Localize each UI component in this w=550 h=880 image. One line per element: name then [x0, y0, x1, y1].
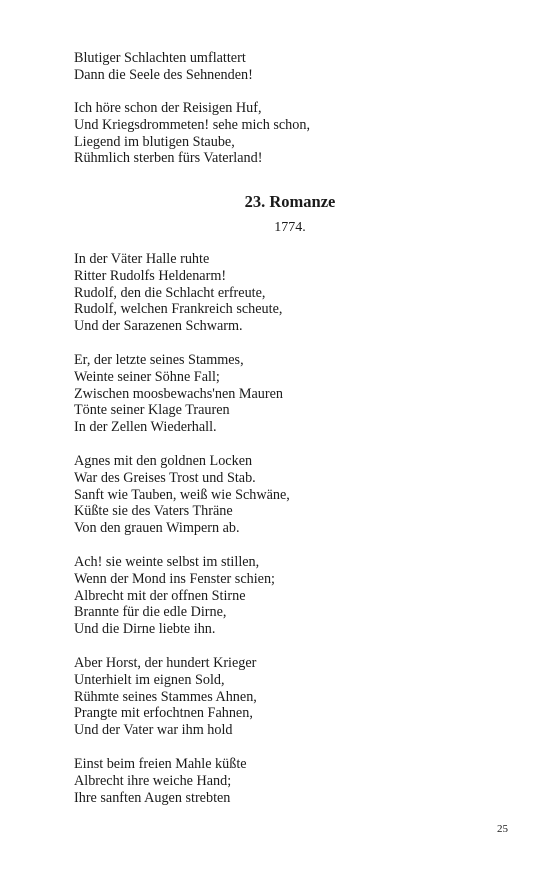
verse-line: Und Kriegsdrommeten! sehe mich schon, — [74, 116, 311, 133]
verse-line: War des Greises Trost und Stab. — [74, 469, 256, 486]
verse-line: Aber Horst, der hundert Krieger — [74, 655, 257, 671]
verse-line: Ich höre schon der Reisigen Huf, — [74, 100, 262, 116]
verse-line: Rühmte seines Stammes Ahnen, — [74, 688, 257, 705]
verse-line: Küßte sie des Vaters Thräne — [74, 503, 233, 520]
verse-line: Ach! sie weinte selbst im stillen, — [74, 554, 260, 570]
stanza — [74, 352, 283, 436]
verse-line: In der Zellen Wiederhall. — [74, 419, 217, 436]
verse-line: Albrecht ihre weiche Hand; — [74, 772, 232, 789]
stanza — [74, 554, 275, 638]
verse-line: Brannte für die edle Dirne, — [74, 604, 227, 621]
verse-line: Sanft wie Tauben, weiß wie Schwäne, — [74, 486, 290, 503]
stanza — [74, 50, 253, 84]
page-number: 25 — [497, 823, 508, 835]
verse-line: Agnes mit den goldnen Locken — [74, 453, 253, 469]
verse-line: Blutiger Schlachten umflattert — [74, 50, 246, 66]
verse-line: Weinte seiner Söhne Fall; — [74, 368, 220, 385]
verse-line: Er, der letzte seines Stammes, — [74, 352, 244, 368]
verse-line: Ihre sanften Augen strebten — [74, 789, 231, 806]
poem-title: 23. Romanze — [244, 192, 336, 211]
verse-line: Liegend im blutigen Staube, — [74, 133, 235, 150]
verse-line: Rudolf, den die Schlacht erfreute, — [74, 284, 266, 301]
verse-line: Albrecht mit der offnen Stirne — [74, 587, 246, 604]
verse-line: Und der Vater war ihm hold — [74, 722, 233, 739]
stanza — [74, 655, 257, 739]
verse-line: Unterhielt im eignen Sold, — [74, 671, 225, 688]
verse-line: Und der Sarazenen Schwarm. — [74, 318, 243, 335]
verse-line: Und die Dirne liebte ihn. — [74, 621, 216, 638]
verse-line: Tönte seiner Klage Trauren — [74, 402, 230, 419]
verse-line: Einst beim freien Mahle küßte — [74, 756, 247, 772]
verse-line: Rühmlich sterben fürs Vaterland! — [74, 150, 263, 167]
verse-line: In der Väter Halle ruhte — [74, 251, 210, 267]
poem-date: 1774. — [274, 220, 306, 235]
stanza — [74, 756, 247, 806]
verse-line: Wenn der Mond ins Fenster schien; — [74, 570, 275, 587]
verse-line: Prangte mit erfochtnen Fahnen, — [74, 705, 253, 722]
verse-line: Ritter Rudolfs Heldenarm! — [74, 267, 227, 284]
stanza — [74, 453, 290, 537]
stanza — [74, 100, 310, 167]
stanza — [74, 251, 282, 335]
verse-line: Rudolf, welchen Frankreich scheute, — [74, 301, 283, 318]
verse-line: Von den grauen Wimpern ab. — [74, 520, 240, 537]
verse-line: Dann die Seele des Sehnenden! — [74, 66, 253, 83]
verse-line: Zwischen moosbewachs'nen Mauren — [74, 385, 284, 402]
